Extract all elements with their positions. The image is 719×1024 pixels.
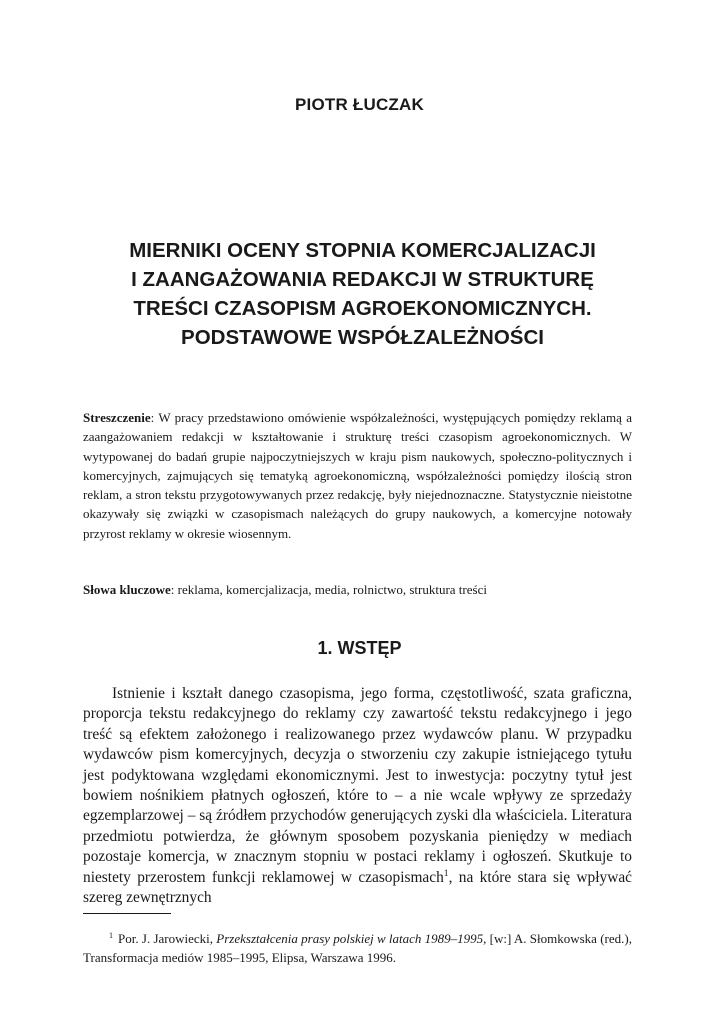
body-text-part: , na które stara się wpływać szereg zewnętrznych <box>83 868 632 907</box>
keywords-label: Słowa kluczowe <box>83 582 171 597</box>
title-line: TREŚCI CZASOPISM AGROEKONOMICZNYCH. <box>133 297 592 320</box>
paper-title <box>80 236 645 352</box>
section-heading: 1. WSTĘP <box>317 638 402 658</box>
abstract <box>83 408 632 543</box>
title-line: PODSTAWOWE WSPÓŁZALEŻNOŚCI <box>181 326 544 349</box>
footnote-number: 1 <box>109 930 114 940</box>
body-paragraph <box>83 684 632 908</box>
footnote-text: , [w:] A. Słomkowska (red.), Transformacja mediów 1985–1995, Elipsa, Warszawa 1996. <box>83 931 632 965</box>
abstract-text: : W pracy przedstawiono omówienie współzależności, występujących pomiędzy reklamą a zaangażowaniem redakcji w kształtowanie i strukturę treści czasopism agroekonomicznych. W wytypowanej do badań grupie najpoczytniejszych w kraju pism naukowych, społeczno-politycznych i komercyjnych, zajmujących się tematyką agroekonomiczną, współzależności pomiędzy ilością stron reklam, a stron tekstu przygotowywanych przez redakcję, były niejednoznaczne. Statystycznie nieistotne okazywały się związki w czasopismach należących do grupy naukowych, a komercyjne notowały przyrost reklamy w okresie wiosennym. <box>83 410 632 541</box>
footnote <box>83 929 632 967</box>
title-line: I ZAANGAŻOWANIA REDAKCJI W STRUKTURĘ <box>131 268 594 291</box>
footnote-text: Por. J. Jarowiecki, <box>118 931 217 946</box>
body-text-part: Istnienie i kształt danego czasopisma, jego forma, częstotliwość, szata graficzna, proporcja tekstu redakcyjnego do reklamy czy zawartość tekstu redakcyjnego i jego treść są efektem założonego i realizowanego przez wydawców planu. W przypadku wydawców pism komercyjnych, decyzja o stworzeniu czy zakupie istniejącego tytułu jest podyktowana względami ekonomicznymi. Jest to inwestycja: poczytny tytuł jest bowiem nośnikiem płatnych ogłoszeń, które to – a nie wcale wpływy ze sprzedaży egzemplarzowej – są źródłem przychodów generujących zyski dla właściciela. Literatura przedmiotu potwierdza, że głównym sposobem pozyskania pieniędzy w mediach pozostaje komercja, w znacznym stopniu w postaci reklamy i ogłoszeń. Skutkuje to niestety przerostem funkcji reklamowej w czasopismach <box>83 685 632 886</box>
abstract-label: Streszczenie <box>83 410 151 425</box>
author-name: PIOTR ŁUCZAK <box>295 95 424 114</box>
footnote-reference: 1 <box>443 867 449 879</box>
keywords <box>83 580 632 599</box>
title-line: MIERNIKI OCENY STOPNIA KOMERCJALIZACJI <box>129 239 596 262</box>
footnote-cited-title: Przekształcenia prasy polskiej w latach 1989–1995 <box>216 931 484 946</box>
footnote-divider <box>83 913 171 914</box>
keywords-text: : reklama, komercjalizacja, media, rolnictwo, struktura treści <box>170 582 487 597</box>
